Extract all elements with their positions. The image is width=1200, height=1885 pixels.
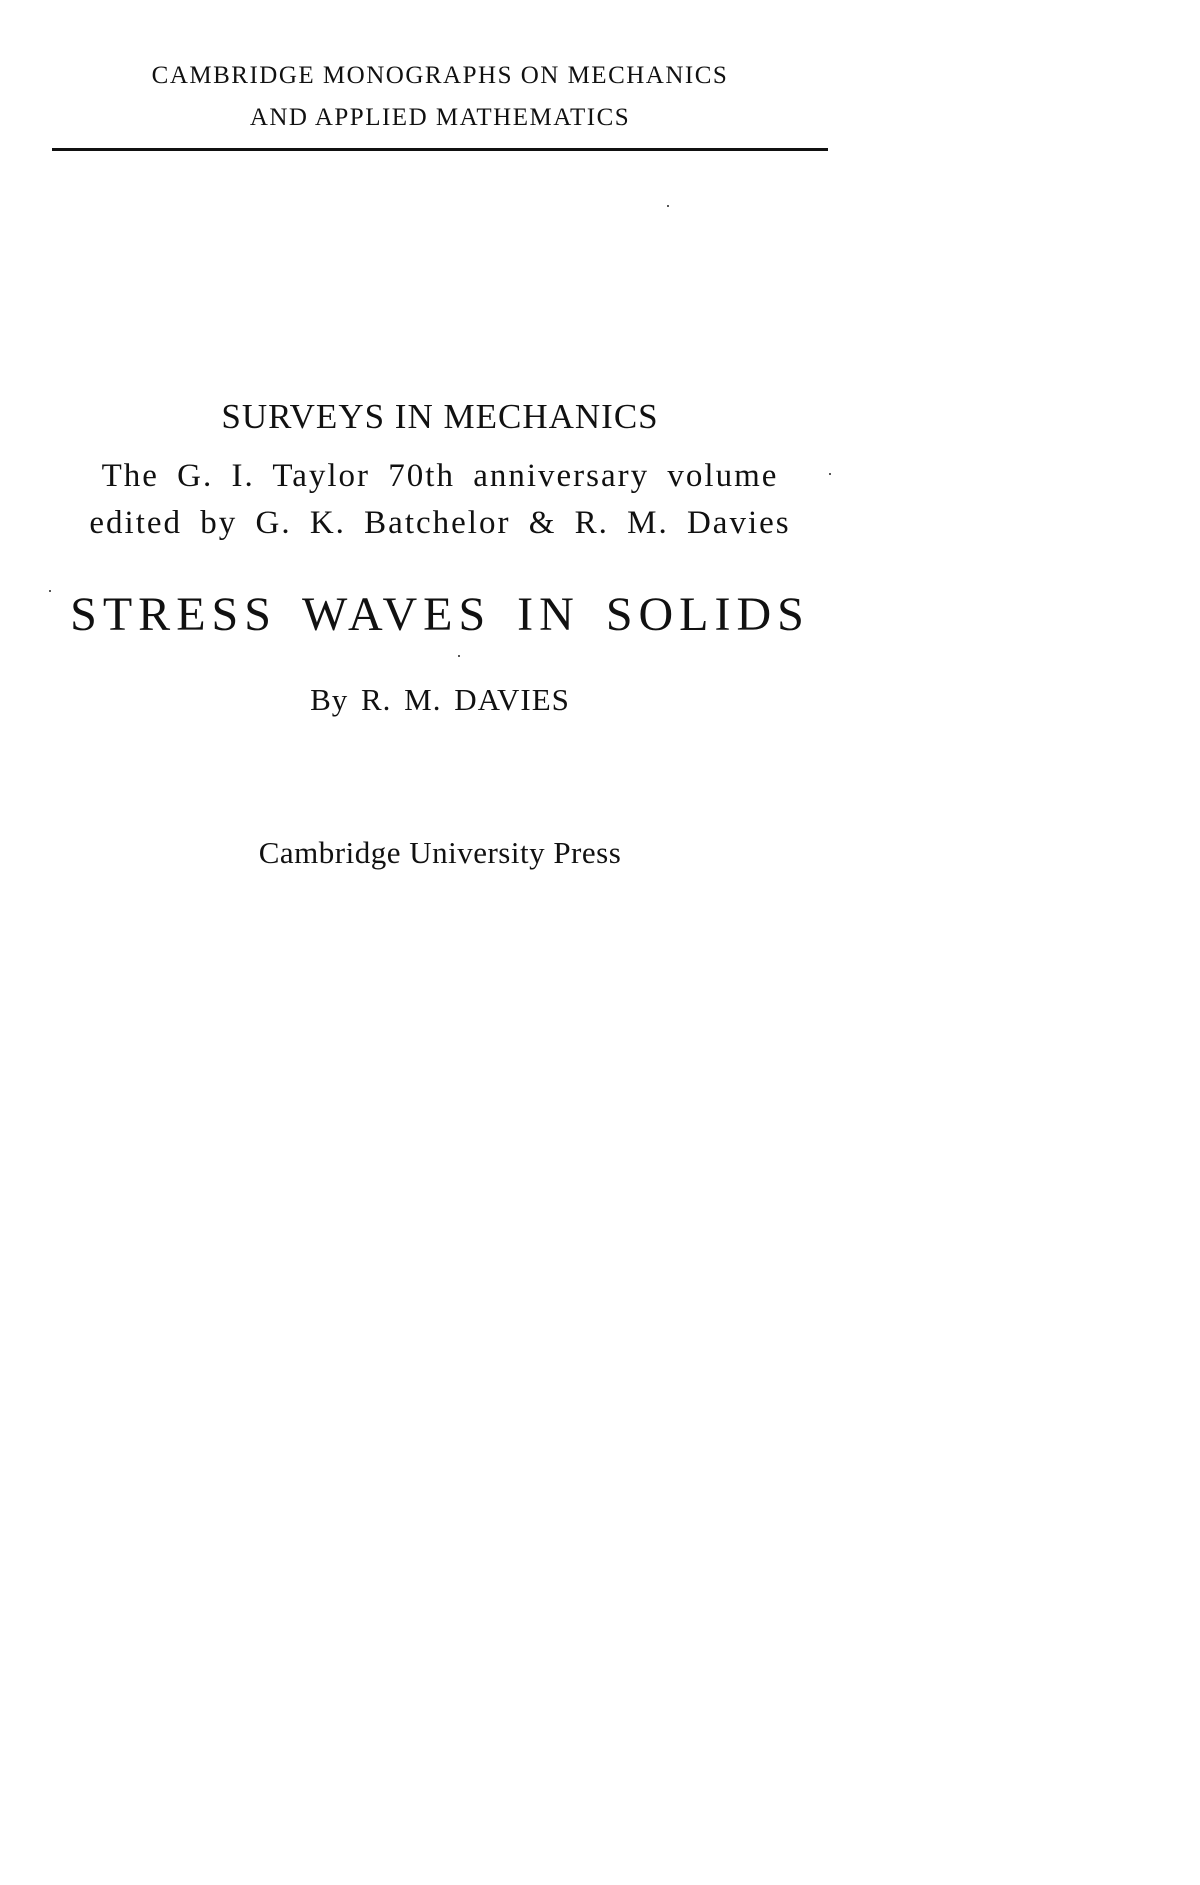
collection-subtitle: The G. I. Taylor 70th anniversary volume bbox=[101, 458, 779, 494]
collection-title: SURVEYS IN MECHANICS bbox=[221, 397, 659, 436]
series-title-line-2: AND APPLIED MATHEMATICS bbox=[249, 104, 631, 131]
book-author: By R. M. DAVIES bbox=[310, 682, 570, 717]
speck bbox=[667, 205, 669, 207]
publisher: Cambridge University Press bbox=[258, 835, 622, 870]
speck bbox=[829, 473, 831, 475]
speck bbox=[458, 655, 460, 657]
collection-editors: edited by G. K. Batchelor & R. M. Davies bbox=[89, 505, 791, 541]
speck bbox=[49, 590, 51, 592]
header-rule bbox=[52, 148, 828, 151]
book-title: STRESS WAVES IN SOLIDS bbox=[70, 588, 810, 641]
series-title-line-1: CAMBRIDGE MONOGRAPHS ON MECHANICS bbox=[151, 62, 729, 89]
